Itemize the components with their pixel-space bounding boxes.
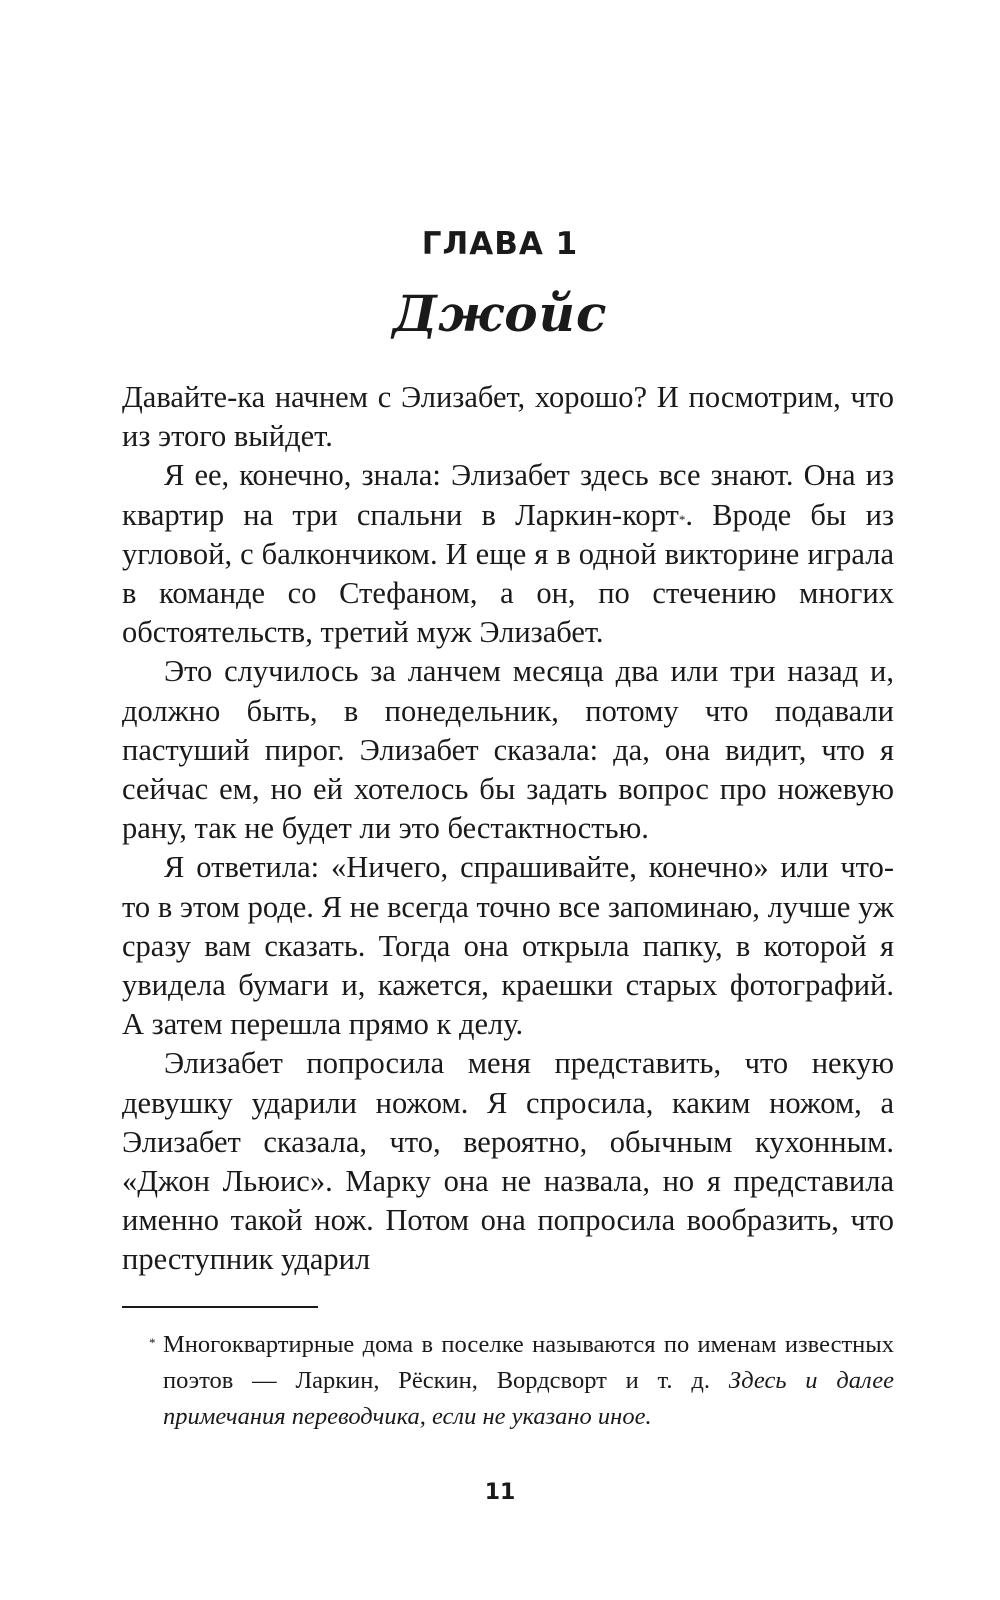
footnote-italic-text: Здесь и далее примечания переводчика, если не указано иное. bbox=[163, 1367, 895, 1430]
footnote-divider bbox=[122, 1306, 318, 1308]
chapter-label: ГЛАВА 1 bbox=[421, 226, 579, 262]
paragraph: Давайте-ка начнем с Элизабет, хорошо? И посмотрим, что из этого выйдет. bbox=[122, 380, 894, 454]
footnote-reference[interactable]: * bbox=[678, 511, 686, 527]
page-number: 11 bbox=[484, 1480, 516, 1505]
body-text bbox=[122, 378, 894, 1280]
footnote-mark: * bbox=[149, 1335, 156, 1350]
paragraph-text: . Вроде бы из угловой, с балкончиком. И еще я в одной викторине играла в команде со Стефаном, а он, по стечению многих обстоятельств, третий муж Элизабет. bbox=[122, 497, 894, 650]
paragraph bbox=[122, 456, 894, 652]
chapter-title: Джойс bbox=[392, 284, 608, 343]
footnote bbox=[149, 1327, 895, 1435]
paragraph-text: Я ее, конечно, знала: Элизабет здесь все знают. Она из квартир на три спальни в Ларкин-корт bbox=[122, 458, 894, 532]
footnote-text: Многоквартирные дома в поселке называются по именам известных поэтов — Ларкин, Рёскин, Вордсворт и т. д. bbox=[163, 1331, 894, 1394]
paragraph: Элизабет попросила меня представить, что некую девушку ударили ножом. Я спросила, каким ножом, а Элизабет сказала, что, вероятно, обычным кухонным. «Джон Льюис». Марку она не назвала, но я представила именно такой нож. Потом она попросила вообразить, что преступник ударил bbox=[122, 1046, 894, 1277]
paragraph: Я ответила: «Ничего, спрашивайте, конечно» или что-то в этом роде. Я не всегда точно все запоминаю, лучше уж сразу вам сказать. Тогда она открыла папку, в которой я увидела бумаги и, кажется, краешки старых фотографий. А затем перешла прямо к делу. bbox=[122, 850, 894, 1042]
paragraph: Это случилось за ланчем месяца два или три назад и, должно быть, в понедельник, потому что подавали пастуший пирог. Элизабет сказала: да, она видит, что я сейчас ем, но ей хотелось бы задать вопрос про ножевую рану, так не будет ли это бестактностью. bbox=[122, 654, 894, 846]
